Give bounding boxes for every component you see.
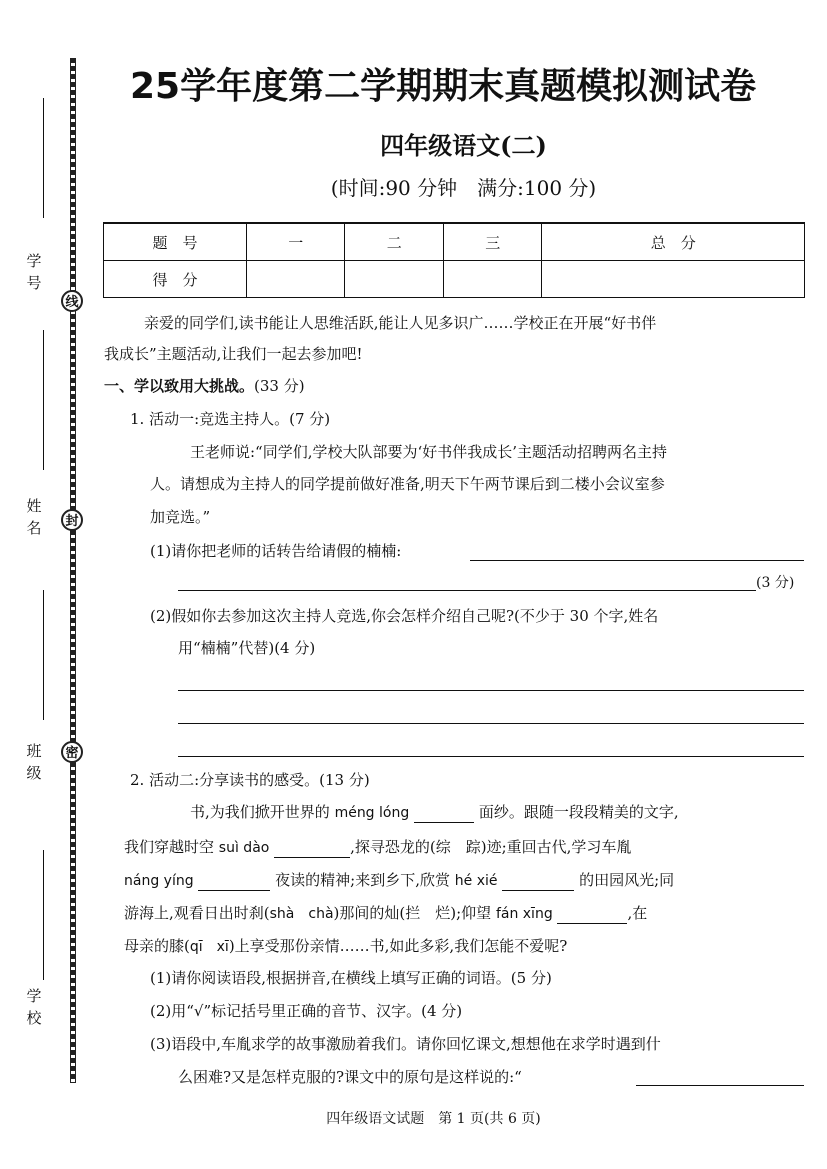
score-table-score-row <box>104 261 805 298</box>
q1-sub1: (1)请你把老师的话转告给请假的楠楠: <box>150 542 402 560</box>
q1-quote-line-1: 王老师说:“同学们,学校大队部要为‘好书伴我成长’主题活动招聘两名主持 <box>190 443 668 461</box>
q1-sub1-answer-line-2[interactable] <box>178 590 756 591</box>
q2-sub3-line-2: 么困难?又是怎样克服的?课文中的原句是这样说的:“ <box>178 1068 522 1086</box>
blank-suidao[interactable] <box>274 841 350 858</box>
text-span: ,在 <box>627 904 648 922</box>
school-line[interactable] <box>43 850 44 980</box>
score-cell[interactable] <box>345 261 443 298</box>
header-cell: 三 <box>443 223 541 261</box>
school-label: 学 校 <box>26 987 42 1027</box>
q1-title: 1. 活动一:竞选主持人。(7 分) <box>130 410 331 428</box>
score-cell[interactable] <box>542 261 805 298</box>
class-line[interactable] <box>43 590 44 720</box>
q2-title: 2. 活动二:分享读书的感受。(13 分) <box>130 771 370 789</box>
student-id-label: 学 号 <box>26 252 42 292</box>
exam-title: 25学年度第二学期期末真题模拟测试卷 <box>130 66 757 107</box>
text-span: )那间的灿(拦 烂);仰望 <box>333 904 492 922</box>
text-span: 母亲的膝( <box>124 937 190 955</box>
text-span: 我们穿越时空 <box>124 838 215 856</box>
seal-feng: 封 <box>61 509 83 531</box>
q2-sub2: (2)用“√”标记括号里正确的音节、汉字。(4 分) <box>150 1002 463 1020</box>
blank-fanxing[interactable] <box>557 907 627 924</box>
q1-sub2-answer-line-1[interactable] <box>178 690 804 691</box>
binding-dotted-line <box>70 58 76 1083</box>
q2-sub3-line-1: (3)语段中,车胤求学的故事激励着我们。请你回忆课文,想想他在求学时遇到什 <box>150 1035 661 1053</box>
header-cell: 总 分 <box>542 223 805 261</box>
q2-sub1: (1)请你阅读语段,根据拼音,在横线上填写正确的词语。(5 分) <box>150 969 552 987</box>
score-table-header-row <box>104 223 805 261</box>
section1-score: (33 分) <box>254 377 305 395</box>
intro-line-2: 我成长”主题活动,让我们一起去参加吧! <box>104 345 363 363</box>
pinyin-suidao: suì dào <box>218 840 270 856</box>
pinyin-fanxing: fán xīng <box>495 906 553 922</box>
q1-sub1-answer-line-1[interactable] <box>470 560 804 561</box>
blank-menglong[interactable] <box>414 806 474 823</box>
blank-nangying[interactable] <box>198 874 270 891</box>
pinyin-nangying: náng yíng <box>124 873 194 889</box>
q1-quote-line-3: 加竞选。” <box>150 508 211 526</box>
text-span: 面纱。跟随一段段精美的文字, <box>478 803 679 821</box>
blank-hexie[interactable] <box>502 874 574 891</box>
class-label: 班 级 <box>26 742 42 782</box>
name-line[interactable] <box>43 330 44 470</box>
score-cell[interactable] <box>247 261 345 298</box>
q2-passage-line-5 <box>124 936 567 957</box>
header-cell: 题 号 <box>104 223 247 261</box>
q1-sub2-answer-line-3[interactable] <box>178 756 804 757</box>
score-table <box>103 222 805 298</box>
pinyin-menglong: méng lóng <box>334 805 410 821</box>
q1-sub2-answer-line-2[interactable] <box>178 723 804 724</box>
page-footer: 四年级语文试题 第 1 页(共 6 页) <box>326 1111 541 1127</box>
seal-mi: 密 <box>61 741 83 763</box>
exam-subtitle: 四年级语文(二) <box>380 131 547 160</box>
q2-passage-line-3 <box>124 870 674 891</box>
q1-sub1-score: (3 分) <box>756 575 795 591</box>
name-label: 姓 名 <box>26 497 42 537</box>
seal-xian: 线 <box>61 290 83 312</box>
text-span: )上享受那份亲情……书,如此多彩,我们怎能不爱呢? <box>228 937 568 955</box>
intro-line-1: 亲爱的同学们,读书能让人思维活跃,能让人见多识广……学校正在开展“好书伴 <box>144 314 657 332</box>
q1-sub2-line-1: (2)假如你去参加这次主持人竞选,你会怎样介绍自己呢?(不少于 30 个字,姓名 <box>150 607 659 625</box>
q2-sub3-answer-line[interactable] <box>636 1085 804 1086</box>
text-span: ,探寻恐龙的(综 踪)迹;重回古代,学习车胤 <box>350 838 632 856</box>
section1-title: 一、学以致用大挑战。 <box>104 377 255 395</box>
text-span: 的田园风光;同 <box>579 871 675 889</box>
text-span: 游海上,观看日出时刹( <box>124 904 270 922</box>
section1-heading <box>104 376 305 396</box>
q1-quote-line-2: 人。请想成为主持人的同学提前做好准备,明天下午两节课后到二楼小会议室参 <box>150 475 665 493</box>
text-span: 书,为我们掀开世界的 <box>190 803 330 821</box>
score-cell[interactable] <box>443 261 541 298</box>
pinyin-shacha: shà chà <box>269 906 334 922</box>
q2-passage-line-4 <box>124 903 647 924</box>
text-span: 夜读的精神;来到乡下,欣赏 <box>275 871 450 889</box>
row-label: 得 分 <box>104 261 247 298</box>
q2-passage-line-1 <box>190 802 679 823</box>
header-cell: 二 <box>345 223 443 261</box>
pinyin-qixi: qī xī <box>189 939 229 955</box>
header-cell: 一 <box>247 223 345 261</box>
pinyin-hexie: hé xié <box>454 873 498 889</box>
q1-sub2-line-2: 用“楠楠”代替)(4 分) <box>178 639 316 657</box>
q2-passage-line-2 <box>124 837 631 858</box>
time-info: (时间:90 分钟 满分:100 分) <box>330 176 597 200</box>
